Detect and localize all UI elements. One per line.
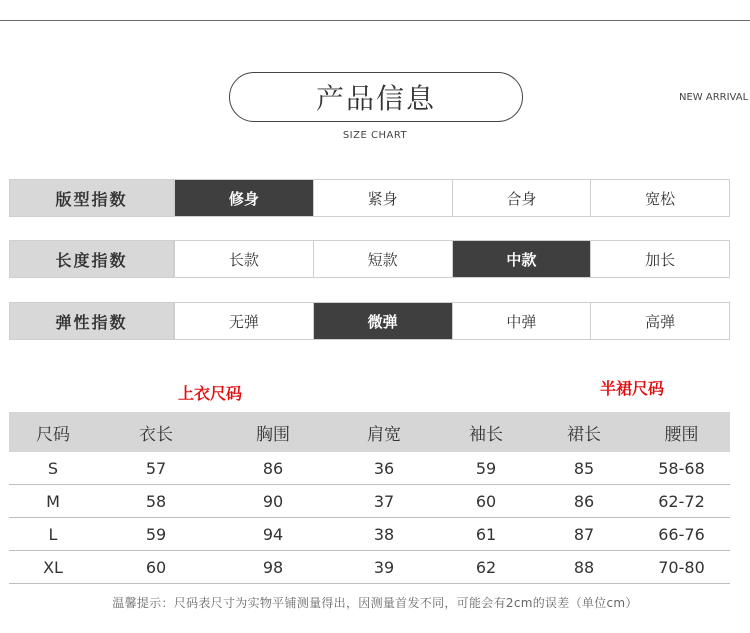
table-cell: 61 xyxy=(475,524,497,544)
top-size-title: 上衣尺码 xyxy=(178,384,243,403)
table-cell: 39 xyxy=(373,557,395,577)
header-cell: 裙长 xyxy=(567,424,601,445)
fit-option: 紧身 xyxy=(313,180,452,216)
header-cell: 衣长 xyxy=(139,424,173,445)
table-cell: 59 xyxy=(475,458,497,478)
table-cell: 37 xyxy=(373,491,395,511)
length-option: 加长 xyxy=(590,241,729,277)
size-cell: S xyxy=(47,458,59,478)
fit-option: 修身 xyxy=(174,180,313,216)
table-row xyxy=(9,485,730,518)
table-row xyxy=(9,551,730,584)
fit-index-row xyxy=(9,179,730,217)
elasticity-option: 高弹 xyxy=(590,303,729,339)
table-cell: 58-68 xyxy=(658,458,705,478)
size-cell: XL xyxy=(43,557,63,577)
table-cell: 60 xyxy=(145,557,167,577)
table-cell: 70-80 xyxy=(658,557,705,577)
table-cell: 88 xyxy=(573,557,595,577)
size-table xyxy=(9,412,730,584)
header-cell: 肩宽 xyxy=(367,424,401,445)
table-cell: 90 xyxy=(262,491,284,511)
length-index-row xyxy=(9,240,730,278)
fit-option: 宽松 xyxy=(590,180,729,216)
table-cell: 86 xyxy=(262,458,284,478)
header-cell: 胸围 xyxy=(256,424,290,445)
table-cell: 87 xyxy=(573,524,595,544)
size-cell: M xyxy=(46,491,60,511)
elasticity-option: 中弹 xyxy=(452,303,591,339)
elasticity-index-label: 弹性指数 xyxy=(10,303,174,339)
table-cell: 38 xyxy=(373,524,395,544)
table-row xyxy=(9,452,730,485)
table-cell: 94 xyxy=(262,524,284,544)
table-cell: 86 xyxy=(573,491,595,511)
header-cell: 尺码 xyxy=(36,424,70,445)
page-subtitle: SIZE CHART xyxy=(342,130,408,141)
size-cell: L xyxy=(48,524,58,544)
table-cell: 62-72 xyxy=(658,491,705,511)
table-cell: 58 xyxy=(145,491,167,511)
page-title-text: 产品信息 xyxy=(315,82,436,115)
fit-option: 合身 xyxy=(452,180,591,216)
size-table-header xyxy=(9,412,730,452)
table-row xyxy=(9,518,730,551)
footnote: 温馨提示：尺码表尺寸为实物平铺测量得出，因测量首发不同，可能会有2cm的误差（单位cm） xyxy=(112,596,638,610)
fit-index-label: 版型指数 xyxy=(10,180,174,216)
skirt-size-title: 半裙尺码 xyxy=(600,379,665,398)
length-option: 长款 xyxy=(174,241,313,277)
table-cell: 59 xyxy=(145,524,167,544)
elasticity-option: 无弹 xyxy=(174,303,313,339)
table-cell: 62 xyxy=(475,557,497,577)
length-index-label: 长度指数 xyxy=(10,241,174,277)
page-title xyxy=(229,72,523,122)
table-cell: 66-76 xyxy=(658,524,705,544)
elasticity-index-row xyxy=(9,302,730,340)
length-option: 中款 xyxy=(452,241,591,277)
table-cell: 60 xyxy=(475,491,497,511)
elasticity-option: 微弹 xyxy=(313,303,452,339)
length-option: 短款 xyxy=(313,241,452,277)
table-cell: 57 xyxy=(145,458,167,478)
table-cell: 98 xyxy=(262,557,284,577)
table-cell: 85 xyxy=(573,458,595,478)
table-cell: 36 xyxy=(373,458,395,478)
top-divider xyxy=(0,20,750,21)
header-cell: 袖长 xyxy=(469,424,503,445)
new-arrival-label: NEW ARRIVAL xyxy=(679,92,749,103)
header-cell: 腰围 xyxy=(664,424,699,445)
